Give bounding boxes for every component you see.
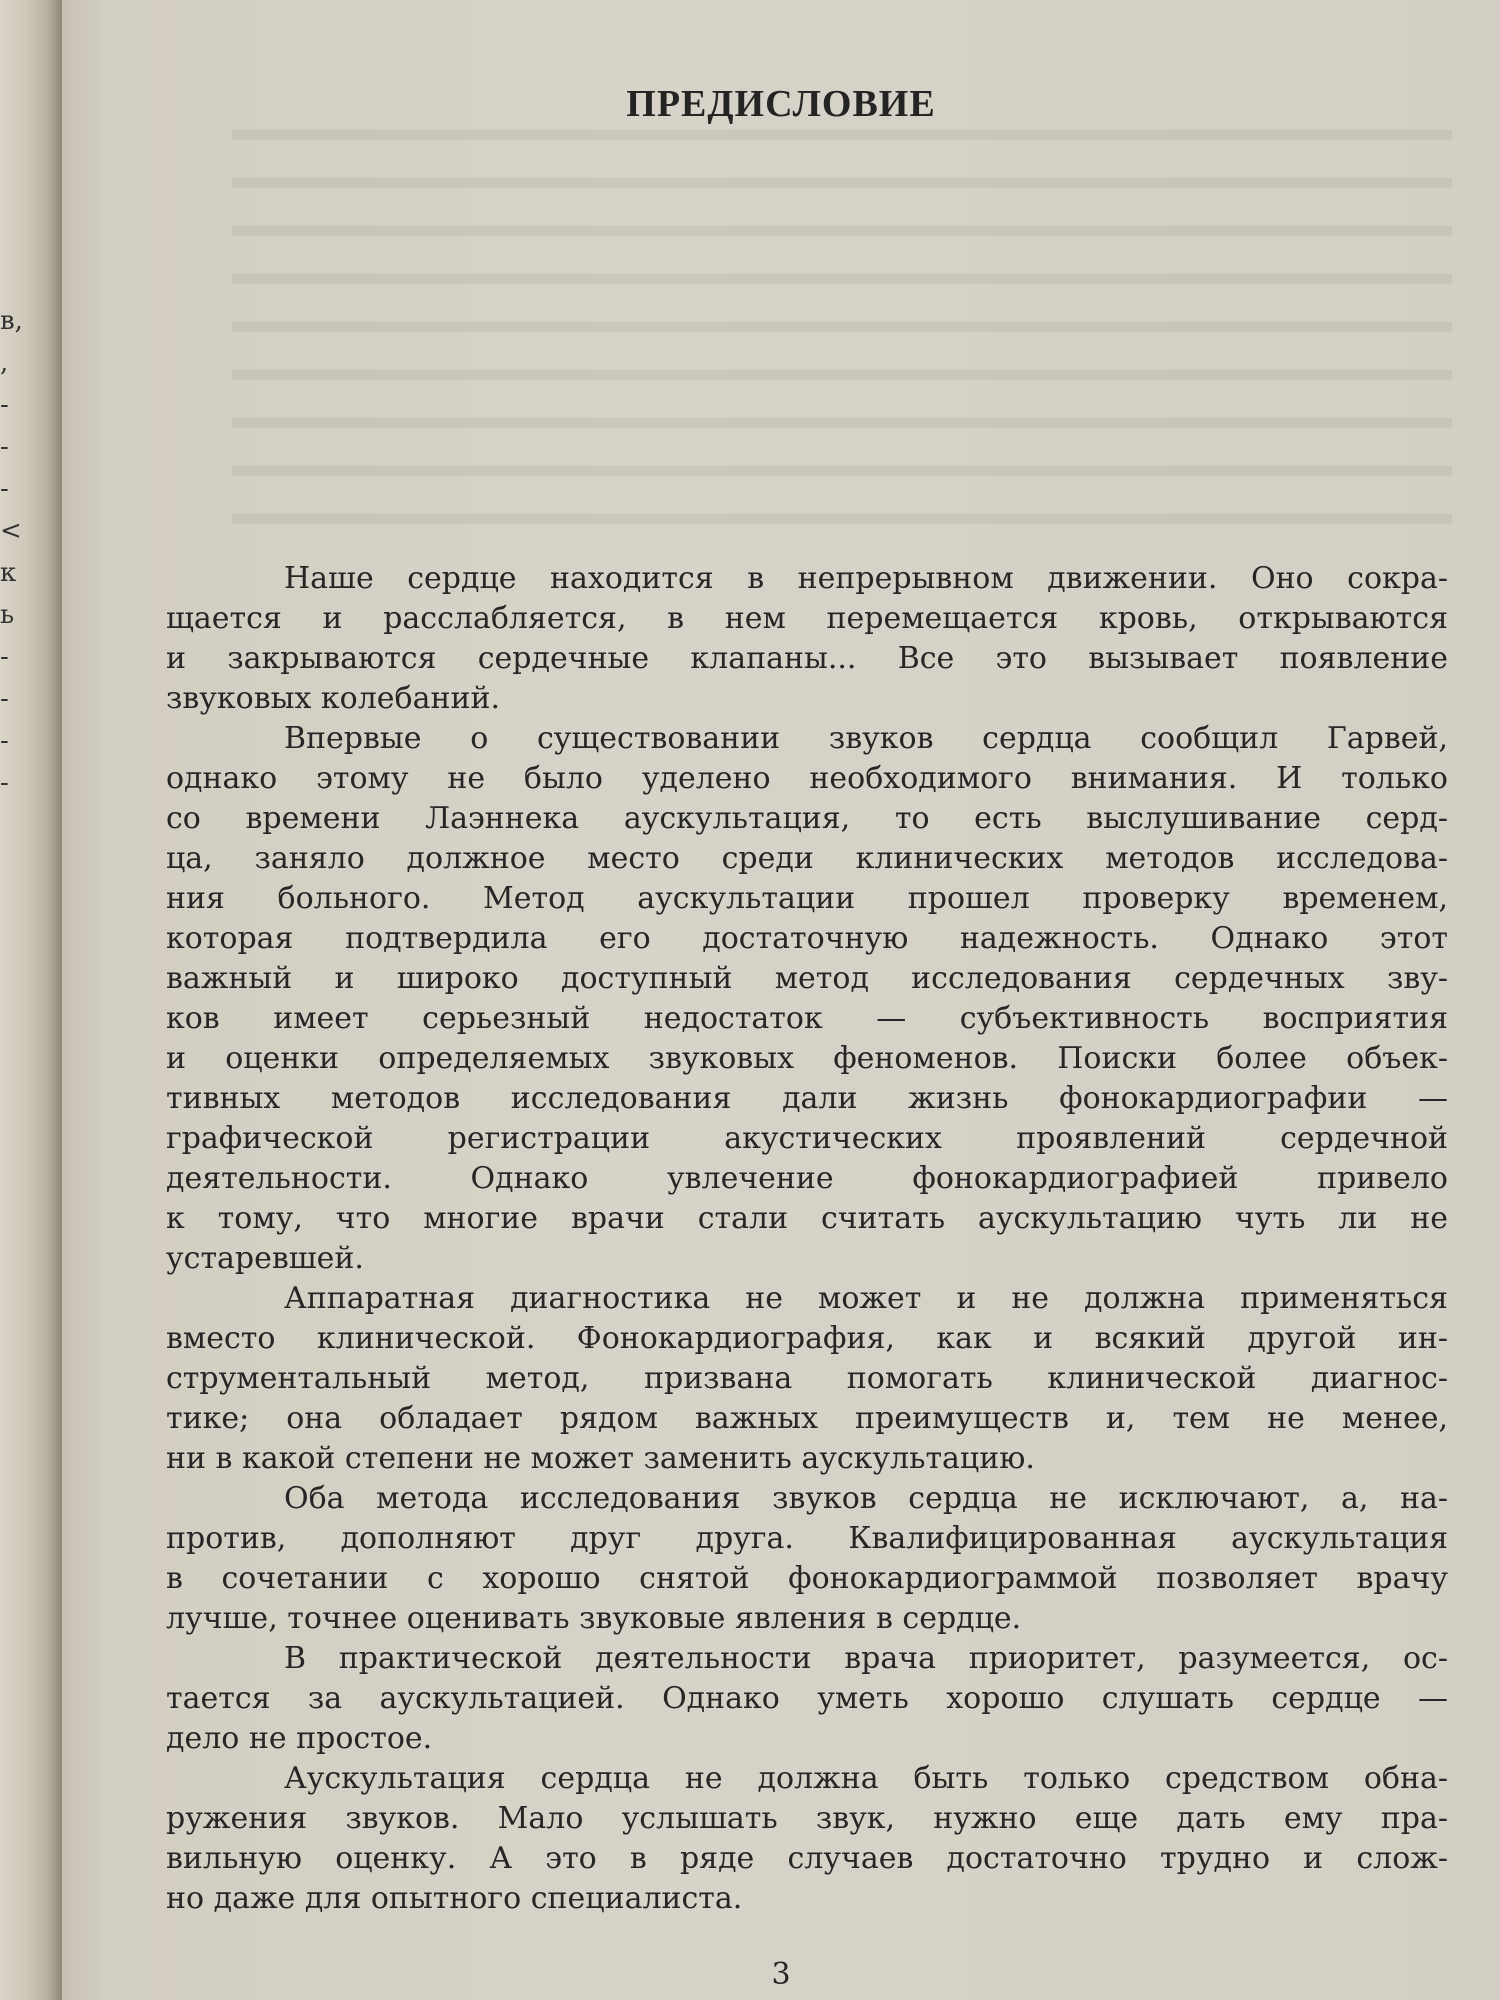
text-line: тике; она обладает рядом важных преимуществ и, тем не менее, xyxy=(166,1401,1448,1436)
text-line: в сочетании с хорошо снятой фонокардиограммой позволяет врачу xyxy=(166,1561,1448,1596)
text-line: тается за аускультацией. Однако уметь хорошо слушать сердце — xyxy=(166,1681,1448,1716)
text-line: звуковых колебаний. xyxy=(166,681,501,716)
text-line: деятельности. Однако увлечение фонокардиографией привело xyxy=(166,1161,1448,1196)
text-line: против, дополняют друг друга. Квалифицированная аускультация xyxy=(166,1521,1448,1556)
text-line: Наше сердце находится в непрерывном движении. Оно сокра- xyxy=(284,561,1448,596)
margin-mark: ь xyxy=(0,600,15,630)
text-line: Аппаратная диагностика не может и не должна применяться xyxy=(284,1281,1448,1316)
text-line: Оба метода исследования звуков сердца не исключают, а, на- xyxy=(284,1481,1448,1516)
margin-mark: - xyxy=(0,432,9,462)
text-line: В практической деятельности врача приоритет, разумеется, ос- xyxy=(284,1641,1448,1676)
text-line: лучше, точнее оценивать звуковые явления в сердце. xyxy=(166,1601,1022,1636)
margin-mark: - xyxy=(0,768,9,798)
paragraph xyxy=(166,719,1448,1279)
text-line: ружения звуков. Мало услышать звук, нужно еще дать ему пра- xyxy=(166,1801,1448,1836)
margin-mark: - xyxy=(0,726,9,756)
text-line: ца, заняло должное место среди клинических методов исследова- xyxy=(166,841,1448,876)
book-spine xyxy=(0,0,62,2000)
text-line: вместо клинической. Фонокардиография, как и всякий другой ин- xyxy=(166,1321,1448,1356)
text-line: к тому, что многие врачи стали считать аускультацию чуть ли не xyxy=(166,1201,1448,1236)
margin-mark: к xyxy=(0,558,17,588)
previous-page-edge-text xyxy=(0,300,40,804)
page-number: 3 xyxy=(771,1957,791,1992)
text-line: но даже для опытного специалиста. xyxy=(166,1881,743,1916)
margin-mark: - xyxy=(0,684,9,714)
bleed-through-shadow xyxy=(232,90,1452,560)
margin-mark: - xyxy=(0,390,9,420)
text-line: вильную оценку. А это в ряде случаев достаточно трудно и слож- xyxy=(166,1841,1448,1876)
paragraph xyxy=(166,1759,1448,1919)
paragraph xyxy=(166,1639,1448,1759)
text-line: и закрываются сердечные клапаны... Все это вызывает появление xyxy=(166,641,1448,676)
text-line: устаревшей. xyxy=(166,1241,364,1276)
margin-mark: в, xyxy=(0,306,23,336)
text-line: струментальный метод, призвана помогать клинической диагнос- xyxy=(166,1361,1448,1396)
text-line: ков имеет серьезный недостаток — субъективность восприятия xyxy=(166,1001,1448,1036)
text-line: со времени Лаэннека аускультация, то есть выслушивание серд- xyxy=(166,801,1448,836)
text-line: ни в какой степени не может заменить аускультацию. xyxy=(166,1441,1035,1476)
text-line: ния больного. Метод аускультации прошел проверку временем, xyxy=(166,881,1448,916)
book-page xyxy=(62,0,1500,2000)
margin-mark: < xyxy=(0,516,22,546)
page-title: ПРЕДИСЛОВИЕ xyxy=(626,83,936,125)
text-line: щается и расслабляется, в нем перемещается кровь, открываются xyxy=(166,601,1448,636)
paragraph xyxy=(166,559,1448,719)
text-line: дело не простое. xyxy=(166,1721,433,1756)
text-line: однако этому не было уделено необходимого внимания. И только xyxy=(166,761,1448,796)
body-text xyxy=(166,559,1448,1919)
text-line: важный и широко доступный метод исследования сердечных зву- xyxy=(166,961,1448,996)
text-line: которая подтвердила его достаточную надежность. Однако этот xyxy=(166,921,1448,956)
margin-mark: , xyxy=(0,348,9,378)
margin-mark: - xyxy=(0,642,9,672)
text-line: Аускультация сердца не должна быть только средством обна- xyxy=(284,1761,1448,1796)
text-line: Впервые о существовании звуков сердца сообщил Гарвей, xyxy=(284,721,1448,756)
text-line: тивных методов исследования дали жизнь фонокардиографии — xyxy=(166,1081,1448,1116)
paragraph xyxy=(166,1279,1448,1479)
margin-mark: - xyxy=(0,474,9,504)
text-line: и оценки определяемых звуковых феноменов. Поиски более объек- xyxy=(166,1041,1448,1076)
paragraph xyxy=(166,1479,1448,1639)
text-line: графической регистрации акустических проявлений сердечной xyxy=(166,1121,1448,1156)
